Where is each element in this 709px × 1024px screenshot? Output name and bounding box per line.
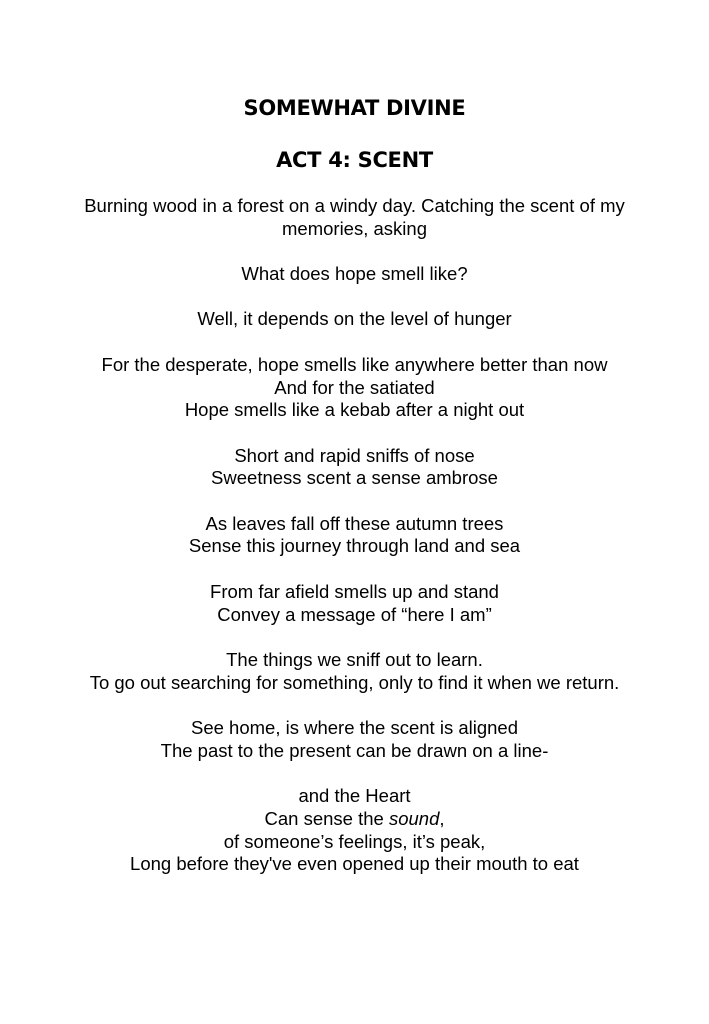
poem-line: Sweetness scent a sense ambrose [211,467,498,489]
poem-title: SOMEWHAT DIVINE [243,96,466,120]
poem-line: To go out searching for something, only to find it when we return. [89,671,620,693]
poem-body [40,195,669,876]
poem-line: From far afield smells up and stand [210,580,499,602]
poem-line: The past to the present can be drawn on a line- [160,739,549,761]
poem-line: Convey a message of “here I am” [217,603,492,625]
poem-text: Can sense the [264,807,389,829]
poem-line: For the desperate, hope smells like anywhere better than now [101,353,608,375]
poem-line: and the Heart [298,785,411,807]
act-title: ACT 4: SCENT [276,148,433,172]
poem-line: What does hope smell like? [241,263,468,285]
poem-line: And for the satiated [274,376,435,398]
poem-line: The things we sniff out to learn. [226,648,483,670]
poem-line: Short and rapid sniffs of nose [234,444,475,466]
poem-line: Sense this journey through land and sea [188,535,521,557]
poem-line: See home, is where the scent is aligned [190,717,519,739]
poem-text: , [439,807,445,829]
poem-line: Hope smells like a kebab after a night out [184,399,525,421]
poem-italic-word: sound [388,807,440,829]
poem-line: Long before they've even opened up their mouth to eat [130,853,579,875]
poem-line-sense [40,808,669,831]
poem-line: As leaves fall off these autumn trees [205,512,504,534]
poem-line: Burning wood in a forest on a windy day. Catching the scent of my memories, asking [84,195,625,239]
poem-line: Well, it depends on the level of hunger [197,308,512,330]
poem-line: of someone’s feelings, it’s peak, [223,830,486,852]
